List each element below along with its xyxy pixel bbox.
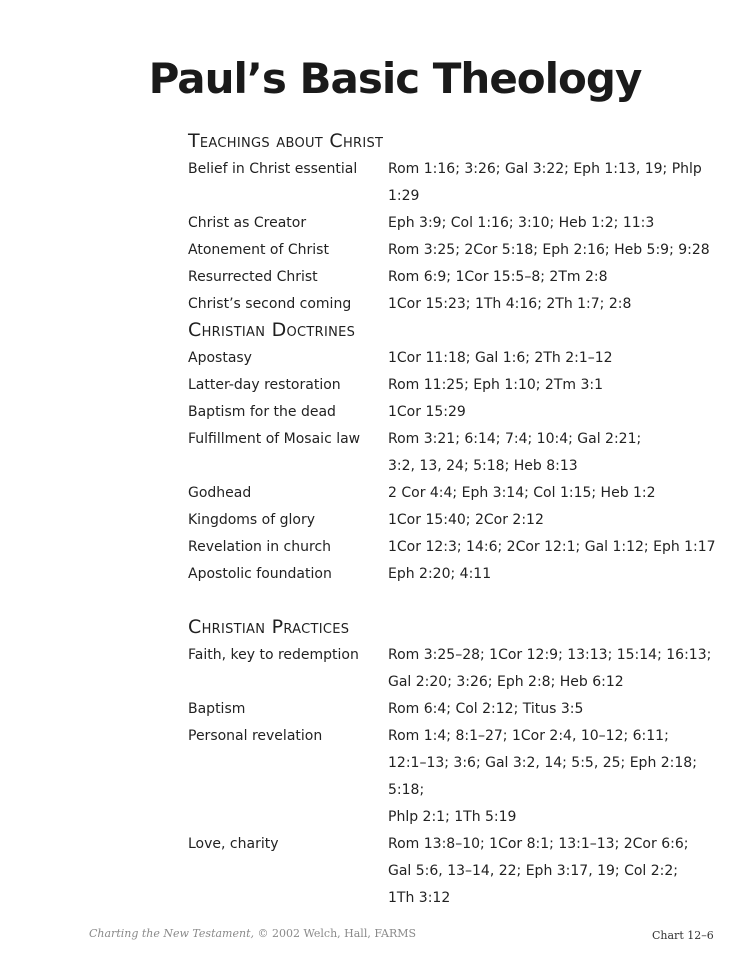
scripture-refs-line: Rom 1:16; 3:26; Gal 3:22; Eph 1:13, 19; Phlp 1:29 [388, 161, 702, 204]
row-label: Personal revelation [188, 728, 323, 744]
row-label: Belief in Christ essential [188, 161, 358, 177]
row-label: Baptism for the dead [188, 404, 336, 420]
chart-number: Chart 12–6 [652, 929, 714, 942]
footer-copyright: © 2002 Welch, Hall, FARMS [254, 927, 417, 940]
table-row [188, 696, 728, 723]
scripture-refs-line: Rom 3:21; 6:14; 7:4; 10:4; Gal 2:21; [388, 431, 642, 447]
table-row [188, 237, 728, 264]
scripture-refs-line: 1Cor 15:23; 1Th 4:16; 2Th 1:7; 2:8 [388, 296, 632, 312]
section-heading: Teachings about Christ [188, 130, 384, 152]
table-row [188, 372, 728, 399]
row-label: Latter-day restoration [188, 377, 341, 393]
row-label: Love, charity [188, 836, 279, 852]
scripture-refs-line: Rom 6:4; Col 2:12; Titus 3:5 [388, 701, 584, 717]
row-refs [388, 345, 728, 372]
row-label: Baptism [188, 701, 246, 717]
scripture-refs-line: Rom 3:25–28; 1Cor 12:9; 13:13; 15:14; 16:13; [388, 647, 712, 663]
row-refs [388, 156, 728, 210]
row-refs [388, 831, 728, 912]
table-row [188, 156, 728, 210]
scripture-refs-line: 12:1–13; 3:6; Gal 3:2, 14; 5:5, 25; Eph 2:18; 5:18; [388, 755, 697, 798]
table-row [188, 210, 728, 237]
scripture-refs-line: Gal 2:20; 3:26; Eph 2:8; Heb 6:12 [388, 674, 624, 690]
table-row [188, 561, 728, 588]
row-refs [388, 210, 728, 237]
scripture-refs-line: Rom 1:4; 8:1–27; 1Cor 2:4, 10–12; 6:11; [388, 728, 669, 744]
scripture-refs-line: Phlp 2:1; 1Th 5:19 [388, 809, 517, 825]
row-label: Kingdoms of glory [188, 512, 315, 528]
row-refs [388, 642, 728, 696]
row-label: Godhead [188, 485, 252, 501]
scripture-refs-line: Rom 6:9; 1Cor 15:5–8; 2Tm 2:8 [388, 269, 608, 285]
row-refs [388, 507, 728, 534]
table-row [188, 507, 728, 534]
row-refs [388, 372, 728, 399]
row-label: Christ’s second coming [188, 296, 352, 312]
table-row [188, 291, 728, 318]
footer-book-title: Charting the New Testament, [89, 927, 254, 940]
page-title: Paul’s Basic Theology [148, 54, 642, 103]
table-row [188, 642, 728, 696]
footer-citation [89, 927, 416, 940]
scripture-refs-line: 1Th 3:12 [388, 890, 451, 906]
scripture-refs-line: 1Cor 11:18; Gal 1:6; 2Th 2:1–12 [388, 350, 613, 366]
row-refs [388, 264, 728, 291]
row-label: Fulfillment of Mosaic law [188, 431, 361, 447]
table-row [188, 345, 728, 372]
table-row [188, 426, 728, 480]
row-refs [388, 480, 728, 507]
scripture-refs-line: 1Cor 12:3; 14:6; 2Cor 12:1; Gal 1:12; Eph 1:17 [388, 539, 716, 555]
table-row [188, 264, 728, 291]
row-refs [388, 237, 728, 264]
scripture-refs-line: Eph 3:9; Col 1:16; 3:10; Heb 1:2; 11:3 [388, 215, 655, 231]
row-label: Apostolic foundation [188, 566, 332, 582]
table-row [188, 831, 728, 912]
row-label: Christ as Creator [188, 215, 307, 231]
table-row [188, 534, 728, 561]
scripture-refs-line: Rom 13:8–10; 1Cor 8:1; 13:1–13; 2Cor 6:6; [388, 836, 689, 852]
row-refs [388, 723, 728, 831]
table-row [188, 480, 728, 507]
section-christian-doctrines [188, 315, 728, 588]
section-christian-practices [188, 612, 728, 912]
row-refs [388, 426, 728, 480]
section-teachings-about-christ [188, 126, 728, 318]
scripture-refs-line: 2 Cor 4:4; Eph 3:14; Col 1:15; Heb 1:2 [388, 485, 656, 501]
row-label: Atonement of Christ [188, 242, 329, 258]
row-refs [388, 561, 728, 588]
row-refs [388, 534, 728, 561]
row-refs [388, 696, 728, 723]
scripture-refs-line: Rom 3:25; 2Cor 5:18; Eph 2:16; Heb 5:9; 9:28 [388, 242, 710, 258]
row-refs [388, 399, 728, 426]
row-label: Resurrected Christ [188, 269, 318, 285]
scripture-refs-line: 1Cor 15:29 [388, 404, 466, 420]
row-refs [388, 291, 728, 318]
row-label: Revelation in church [188, 539, 332, 555]
row-label: Apostasy [188, 350, 252, 366]
scripture-refs-line: Eph 2:20; 4:11 [388, 566, 492, 582]
table-row [188, 399, 728, 426]
scripture-refs-line: Gal 5:6, 13–14, 22; Eph 3:17, 19; Col 2:2; [388, 863, 679, 879]
section-heading: Christian Practices [188, 616, 350, 638]
row-label: Faith, key to redemption [188, 647, 359, 663]
scripture-refs-line: Rom 11:25; Eph 1:10; 2Tm 3:1 [388, 377, 604, 393]
section-heading: Christian Doctrines [188, 319, 356, 341]
table-row [188, 723, 728, 831]
scripture-refs-line: 1Cor 15:40; 2Cor 2:12 [388, 512, 544, 528]
scripture-refs-line: 3:2, 13, 24; 5:18; Heb 8:13 [388, 458, 578, 474]
